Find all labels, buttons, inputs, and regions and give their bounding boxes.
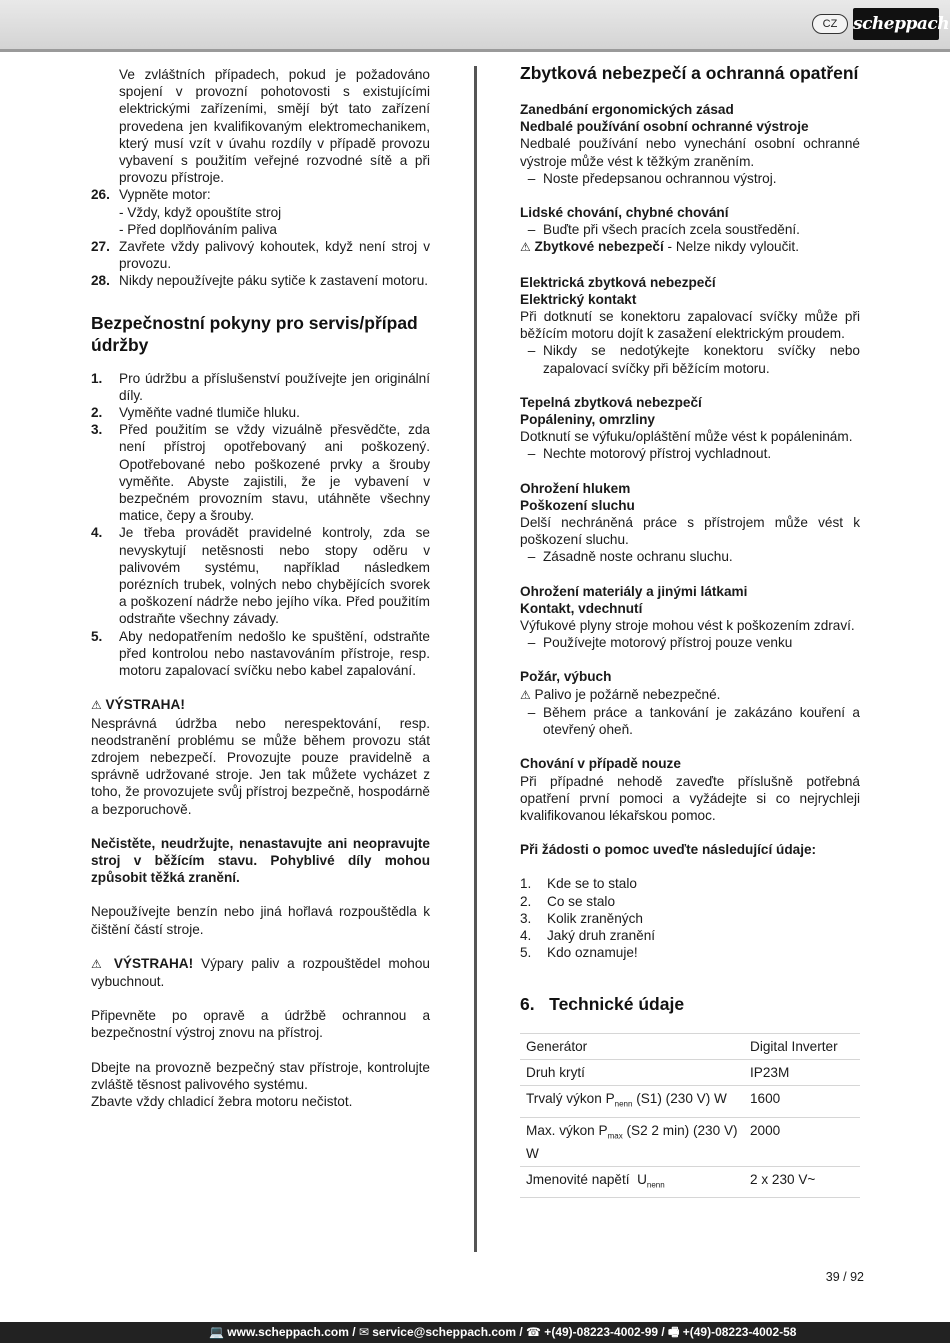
- dash-item: – Buďte při všech pracích zcela soustředění.: [527, 222, 800, 238]
- service-heading: Bezpečnostní pokyny pro servis/případ údržby: [91, 312, 418, 355]
- tech-data-table: [520, 1033, 860, 1198]
- help-list-item: 4. Jaký druh zranění: [520, 927, 656, 943]
- section-subtitle: Poškození sluchu: [520, 497, 635, 513]
- dash-item: – Nikdy se nedotýkejte konektoru svíčky nebo zapalovací svíčky při běžícím motoru.: [527, 343, 860, 376]
- dash-item: – Používejte motorový přístroj pouze venku: [527, 635, 793, 651]
- section-title: Zanedbání ergonomických zásad: [520, 102, 734, 117]
- warning-triangle-icon: ⚠: [520, 687, 531, 702]
- section-subtitle: Popáleniny, omrzliny: [520, 412, 655, 428]
- help-list-item: 3. Kolik zraněných: [520, 910, 643, 926]
- list-item: 26. Vypněte motor: - Vždy, když opouštíte stroj - Před doplňováním paliva: [91, 187, 282, 237]
- paragraph: Delší nechráněná práce s přístrojem může vést k poškození sluchu.: [520, 515, 860, 548]
- list-item: 2. Vyměňte vadné tlumiče hluku.: [91, 405, 300, 421]
- table-row: Druh krytí IP23M: [520, 1060, 860, 1086]
- section-subtitle: Elektrický kontakt: [520, 291, 637, 307]
- table-row: Generátor Digital Inverter: [520, 1034, 860, 1060]
- residual-risks-heading: Zbytková nebezpečí a ochranná opatření: [520, 63, 859, 83]
- page-number: 39 / 92: [825, 1270, 864, 1284]
- help-list-item: 5. Kdo oznamuje!: [520, 945, 638, 961]
- section-title: Tepelná zbytková nebezpečí: [520, 394, 702, 410]
- section-title: Požár, výbuch: [520, 669, 612, 685]
- section-title: Chování v případě nouze: [520, 756, 681, 772]
- paragraph: Dotknutí se výfuku/opláštění může vést k popáleninám.: [520, 429, 853, 445]
- help-title: Při žádosti o pomoc uveďte následující údaje:: [520, 842, 817, 858]
- paragraph: Zbavte vždy chladicí žebra motoru nečistot.: [91, 1093, 353, 1109]
- dash-item: – Nechte motorový přístroj vychladnout.: [527, 446, 772, 462]
- list-item: 3. Před použitím se vždy vizuálně přesvědčte, zda není přístroj opotřebovaný ani poškozený. Opotřebované nebo poškozené prvky a šrouby vyměňte. Abyste zajistili, že je vybavení v bezpečném provozním stavu, utáhněte všechny matice, čepy a šrouby.: [91, 422, 430, 524]
- section-title: Ohrožení hlukem: [520, 480, 631, 496]
- scheppach-logo: scheppach: [853, 8, 939, 40]
- left-column: [91, 66, 430, 1110]
- table-row: Max. výkon $P_{max}$ (S2 2 min) (230 V) W 2000: [520, 1118, 860, 1167]
- fire-warning-line: ⚠ Palivo je požárně nebezpečné.: [520, 686, 721, 702]
- bold-warning: Nečistěte, neudržujte, nenastavujte ani neopravujte stroj v běžícím stavu. Pohyblivé díly mohou způsobit těžká zranění.: [91, 835, 430, 886]
- section-title: Ohrožení materiály a jinými látkami: [520, 583, 748, 599]
- table-row: Jmenovité napětí $U_{nenn}$ 2 x 230 V~: [520, 1166, 860, 1198]
- section-title: Elektrická zbytková nebezpečí: [520, 274, 716, 290]
- paragraph: Nepoužívejte benzín nebo jiná hořlavá rozpouštědla k čištění částí stroje.: [91, 904, 430, 937]
- warning-triangle-icon: ⚠: [91, 956, 106, 971]
- right-column: [520, 62, 860, 1198]
- section-subtitle: Nedbalé používání osobní ochranné výstroje: [520, 119, 809, 135]
- section-subtitle: Kontakt, vdechnutí: [520, 600, 643, 616]
- paragraph: Nedbalé používání nebo vynechání osobní ochranné výstroje může vést k těžkým zraněním.: [520, 136, 860, 169]
- section-title: Lidské chování, chybné chování: [520, 205, 729, 221]
- page-footer: [0, 1322, 950, 1343]
- footer-contact: 💻 www.scheppach.com / ✉ service@scheppach.com / ☎ +(49)-08223-4002-99 / 🖷 +(49)-08223-4002-58: [209, 1325, 797, 1339]
- paragraph: Výfukové plyny stroje mohou vést k poškozením zdraví.: [520, 618, 855, 634]
- residual-risk-line: ⚠ Zbytkové nebezpečí - Nelze nikdy vyloučit.: [520, 239, 799, 255]
- paragraph: Připevněte po opravě a údržbě ochrannou a bezpečnostní výstroj znovu na přístroj.: [91, 1008, 430, 1041]
- column-divider: [474, 66, 477, 1252]
- list-item: 5. Aby nedopatřením nedošlo ke spuštění, odstraňte před kontrolou nebo nastavováním přístroje, resp. motoru zapalovací svíčku nebo kabel zapalování.: [91, 628, 430, 679]
- list-item: 4. Je třeba provádět pravidelné kontroly, zda se nevyskytují netěsnosti nebo stopy oděru v palivovém systému, například následkem porézních trubek, volných nebo chybějících svorek a poškození nádrže nebo jejího víka. Před použitím odstraňte všechny závady.: [91, 525, 430, 627]
- warning-heading: ⚠ VÝSTRAHA!: [91, 697, 185, 713]
- warning-triangle-icon: ⚠: [520, 240, 531, 255]
- tech-data-heading: 6. Technické údaje: [520, 994, 685, 1015]
- help-list-item: 2. Co se stalo: [520, 893, 616, 909]
- list-item: 28. Nikdy nepoužívejte páku sytiče k zastavení motoru.: [91, 273, 429, 289]
- warning-triangle-icon: ⚠: [91, 698, 102, 713]
- dash-item: – Noste předepsanou ochrannou výstroj.: [527, 170, 777, 186]
- table-row: Trvalý výkon $P_{nenn}$ (S1) (230 V) W 1600: [520, 1086, 860, 1118]
- paragraph: Při případné nehodě zaveďte příslušně potřebná opatření první pomoci a vyžádejte si co nejrychleji kvalifikovanou lékařskou pomoc.: [520, 773, 860, 823]
- intro-paragraph: Ve zvláštních případech, pokud je požadováno spojení v provozní pohotovosti s existujícími elektrickými zařízeními, smějí být tato zařízení provedena jen kvalifikovaným elektromechanikem, který musí vzít v úvahu rozdíly v případě provozu vybavení s použitím veřejné rozvodné sítě a při provozu přístroje.: [119, 67, 430, 186]
- warning-paragraph: ⚠ VÝSTRAHA! Výpary paliv a rozpouštědel mohou vybuchnout.: [91, 955, 430, 989]
- dash-item: – Během práce a tankování je zakázáno kouření a otevřený oheň.: [527, 704, 860, 738]
- help-list-item: 1. Kde se to stalo: [520, 876, 637, 892]
- language-badge: CZ: [812, 14, 848, 34]
- dash-item: – Zásadně noste ochranu sluchu.: [527, 549, 733, 565]
- page-header: [0, 0, 950, 52]
- list-item: 1. Pro údržbu a příslušenství používejte jen originální díly.: [91, 370, 430, 403]
- paragraph: Při dotknutí se konektoru zapalovací svíčky může při běžícím motoru dojít k zasažení elektrickým proudem.: [520, 309, 860, 342]
- list-item: 27. Zavřete vždy palivový kohoutek, když není stroj v provozu.: [91, 239, 430, 272]
- paragraph: Dbejte na provozně bezpečný stav přístroje, kontrolujte zvláště těsnost palivového systému.: [91, 1059, 430, 1092]
- warning-text: Nesprávná údržba nebo nerespektování, resp. neodstranění problému se může během provozu stát zdrojem nebezpečí. Provozujte pouze pravidelně a správně udržované stroje. Jen tak můžete vycházet z toho, že provozujete svůj přístroj bezpečně, hospodárně a bezporuchově.: [91, 715, 430, 817]
